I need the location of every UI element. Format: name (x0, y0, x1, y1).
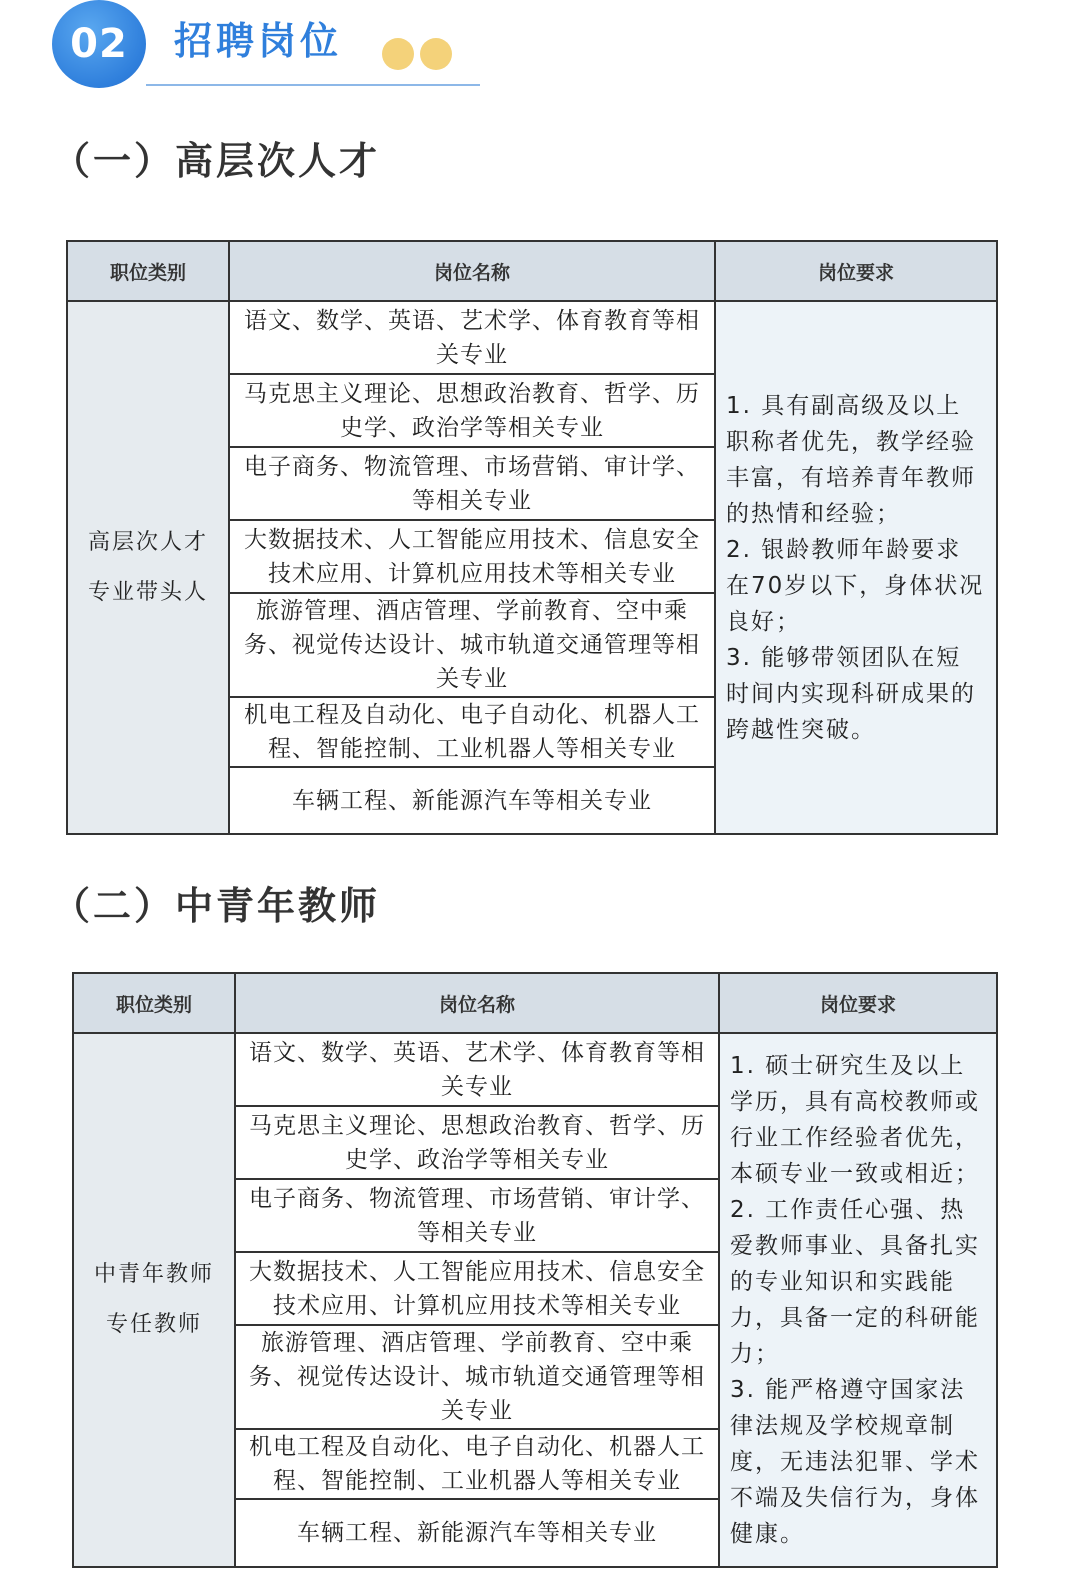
table-header-row (67, 241, 997, 301)
category-line: 高层次人才 (87, 529, 208, 555)
position-cell: 车辆工程、新能源汽车等相关专业 (235, 1499, 719, 1567)
position-cell: 电子商务、物流管理、市场营销、审计学、等相关专业 (229, 447, 715, 520)
table-row (73, 1033, 997, 1106)
position-cell: 车辆工程、新能源汽车等相关专业 (229, 767, 715, 834)
category-cell (67, 301, 229, 834)
position-cell: 语文、数学、英语、艺术学、体育教育等相关专业 (229, 301, 715, 374)
position-cell: 旅游管理、酒店管理、学前教育、空中乘务、视觉传达设计、城市轨道交通管理等相关专业 (235, 1325, 719, 1429)
subsection-title-young-teachers: （二）中青年教师 (52, 884, 381, 928)
section-header-title: 招聘岗位 (174, 19, 343, 63)
young-teacher-table (72, 972, 998, 1568)
subsection-title-high-level: （一）高层次人才 (52, 139, 381, 183)
table-row (67, 301, 997, 374)
category-line: 中青年教师 (93, 1262, 214, 1287)
decorative-dot-icon (382, 38, 414, 70)
decorative-dot-icon (420, 38, 452, 70)
position-cell: 电子商务、物流管理、市场营销、审计学、等相关专业 (235, 1179, 719, 1252)
column-header-category: 职位类别 (73, 973, 235, 1033)
position-cell: 旅游管理、酒店管理、学前教育、空中乘务、视觉传达设计、城市轨道交通管理等相关专业 (229, 593, 715, 697)
position-cell: 机电工程及自动化、电子自动化、机器人工程、智能控制、工业机器人等相关专业 (235, 1429, 719, 1499)
requirements-cell: 1. 硕士研究生及以上学历，具有高校教师或行业工作经验者优先，本硕专业一致或相近； 2. 工作责任心强、热爱教师事业、具备扎实的专业知识和实践能力，具备一定的科研能力； 3. 能严格遵守国家法律法规及学校规章制度，无违法犯罪、学术不端及失信行为，身体健康。 (719, 1033, 997, 1567)
table-header-row (73, 973, 997, 1033)
category-line: 专业带头人 (87, 579, 208, 605)
position-cell: 马克思主义理论、思想政治教育、哲学、历史学、政治学等相关专业 (229, 374, 715, 447)
category-line: 专任教师 (105, 1312, 202, 1337)
position-cell: 机电工程及自动化、电子自动化、机器人工程、智能控制、工业机器人等相关专业 (229, 697, 715, 767)
column-header-category: 职位类别 (67, 241, 229, 301)
header-underline (146, 84, 480, 86)
requirements-cell: 1. 具有副高级及以上职称者优先，教学经验丰富，有培养青年教师的热情和经验； 2. 银龄教师年龄要求在70岁以下，身体状况良好； 3. 能够带领团队在短时间内实现科研成果的跨越性突破。 (715, 301, 997, 834)
section-number-badge: 02 (52, 0, 146, 88)
column-header-position: 岗位名称 (235, 973, 719, 1033)
column-header-requirements: 岗位要求 (715, 241, 997, 301)
column-header-requirements: 岗位要求 (719, 973, 997, 1033)
section-header (52, 0, 482, 92)
position-cell: 马克思主义理论、思想政治教育、哲学、历史学、政治学等相关专业 (235, 1106, 719, 1179)
position-cell: 语文、数学、英语、艺术学、体育教育等相关专业 (235, 1033, 719, 1106)
column-header-position: 岗位名称 (229, 241, 715, 301)
position-cell: 大数据技术、人工智能应用技术、信息安全技术应用、计算机应用技术等相关专业 (235, 1252, 719, 1325)
category-cell (73, 1033, 235, 1567)
position-cell: 大数据技术、人工智能应用技术、信息安全技术应用、计算机应用技术等相关专业 (229, 520, 715, 593)
high-level-talent-table (66, 240, 998, 835)
